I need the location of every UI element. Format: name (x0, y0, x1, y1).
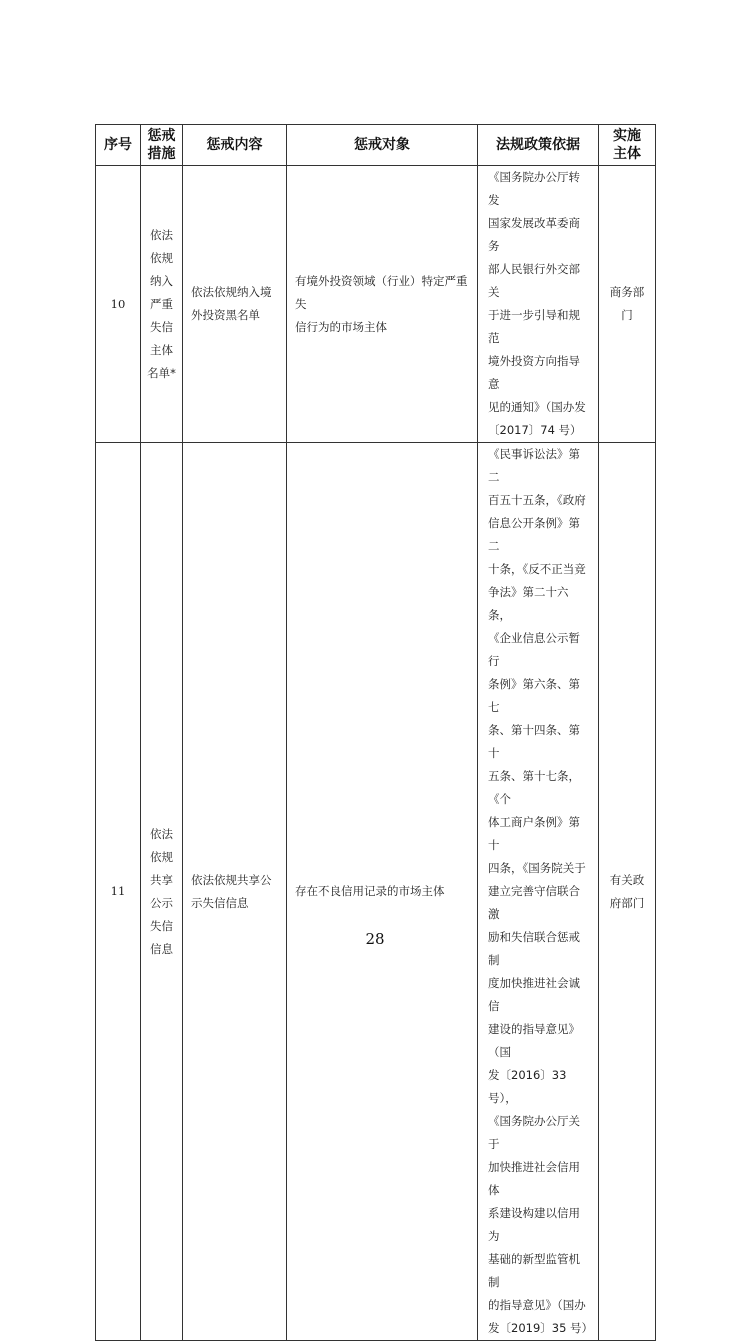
header-basis: 法规政策依据 (478, 125, 599, 166)
header-measure-line2: 措施 (147, 146, 176, 162)
basis-line: 基础的新型监管机制 (488, 1252, 580, 1289)
measure-cell (141, 166, 183, 443)
basis-cell (478, 443, 599, 1341)
basis-line: 度加快推进社会诚信 (488, 976, 580, 1013)
content-line: 外投资黑名单 (191, 308, 260, 322)
content-line: 示失信信息 (191, 895, 249, 910)
target-line: 信行为的市场主体 (295, 319, 387, 334)
content-cell (183, 443, 287, 1341)
header-agency-line2: 主体 (613, 146, 641, 162)
basis-cell (478, 166, 599, 443)
header-measure-line1: 惩戒 (147, 128, 176, 144)
measure-line: 名单* (147, 365, 176, 380)
basis-line: 见的通知》（国办发 (488, 400, 586, 414)
basis-line: 《企业信息公示暂行 (488, 631, 580, 668)
basis-line: 《民事诉讼法》第二 (488, 447, 580, 484)
basis-line: 四条，《国务院关于 (488, 861, 586, 875)
basis-line: 的指导意见》（国办 (488, 1298, 586, 1312)
measure-line: 依规 (150, 250, 173, 265)
row-number: 10 (96, 166, 141, 443)
agency-line: 府部门 (609, 895, 645, 910)
content-line: 依法依规纳入境 (191, 285, 272, 299)
target-line: 存在不良信用记录的市场主体 (295, 884, 445, 898)
basis-line: 建立完善守信联合激 (488, 884, 580, 921)
basis-line: 《国务院办公厅转发 (488, 170, 580, 207)
basis-line: 励和失信联合惩戒制 (488, 930, 580, 967)
basis-line: 发〔2019〕35 号） (488, 1321, 594, 1335)
measure-line: 纳入 (150, 273, 173, 288)
basis-line: 条、第十四条、第十 (488, 723, 580, 760)
header-no: 序号 (96, 125, 141, 166)
basis-line: 《国务院办公厅关于 (488, 1114, 580, 1151)
basis-line: 于进一步引导和规范 (488, 308, 580, 345)
basis-line: 体工商户条例》第十 (488, 815, 580, 852)
table-row (96, 443, 656, 1341)
basis-line: 境外投资方向指导意 (488, 354, 580, 391)
basis-line: 十条，《反不正当竞 (488, 562, 586, 576)
measure-line: 信息 (150, 941, 173, 956)
agency-cell (599, 443, 656, 1341)
agency-line: 门 (621, 308, 633, 322)
basis-line: 系建设构建以信用为 (488, 1206, 580, 1243)
basis-line: 部人民银行外交部关 (488, 262, 580, 299)
basis-line: 建设的指导意见》（国 (488, 1022, 580, 1059)
measure-line: 失信 (150, 918, 173, 933)
basis-line: 发〔2016〕33 号）， (488, 1068, 567, 1105)
basis-line: 条例》第六条、第七 (488, 677, 580, 714)
basis-line: 五条、第十七条，《个 (488, 769, 580, 806)
measure-line: 公示 (150, 895, 173, 910)
basis-line: 加快推进社会信用体 (488, 1160, 580, 1197)
table-header-row (96, 125, 656, 166)
basis-line: 〔2017〕74 号） (488, 423, 582, 437)
measure-line: 失信 (150, 319, 173, 334)
target-cell (287, 166, 478, 443)
agency-cell (599, 166, 656, 443)
measure-line: 共享 (150, 872, 173, 887)
target-line: 有境外投资领域（行业）特定严重失 (295, 273, 468, 311)
row-number: 11 (96, 443, 141, 1341)
header-target: 惩戒对象 (287, 125, 478, 166)
table-row (96, 166, 656, 443)
basis-line: 百五十五条，《政府 (488, 493, 586, 507)
measure-line: 严重 (150, 296, 173, 311)
header-agency-line1: 实施 (613, 128, 641, 144)
punishment-measures-table (95, 124, 656, 1341)
agency-line: 有关政 (609, 872, 645, 887)
header-measure (141, 125, 183, 166)
header-content: 惩戒内容 (183, 125, 287, 166)
measure-line: 依规 (150, 849, 173, 864)
basis-line: 争法》第二十六条， (488, 585, 569, 622)
measure-cell (141, 443, 183, 1341)
header-agency (599, 125, 656, 166)
content-line: 依法依规共享公 (191, 872, 272, 887)
content-cell (183, 166, 287, 443)
target-cell (287, 443, 478, 1341)
page-number: 28 (365, 930, 385, 948)
basis-line: 信息公开条例》第二 (488, 516, 580, 553)
measure-line: 依法 (150, 227, 173, 242)
agency-line: 商务部 (609, 285, 645, 299)
measure-line: 依法 (150, 826, 173, 841)
basis-line: 国家发展改革委商务 (488, 216, 580, 253)
measure-line: 主体 (150, 342, 173, 357)
